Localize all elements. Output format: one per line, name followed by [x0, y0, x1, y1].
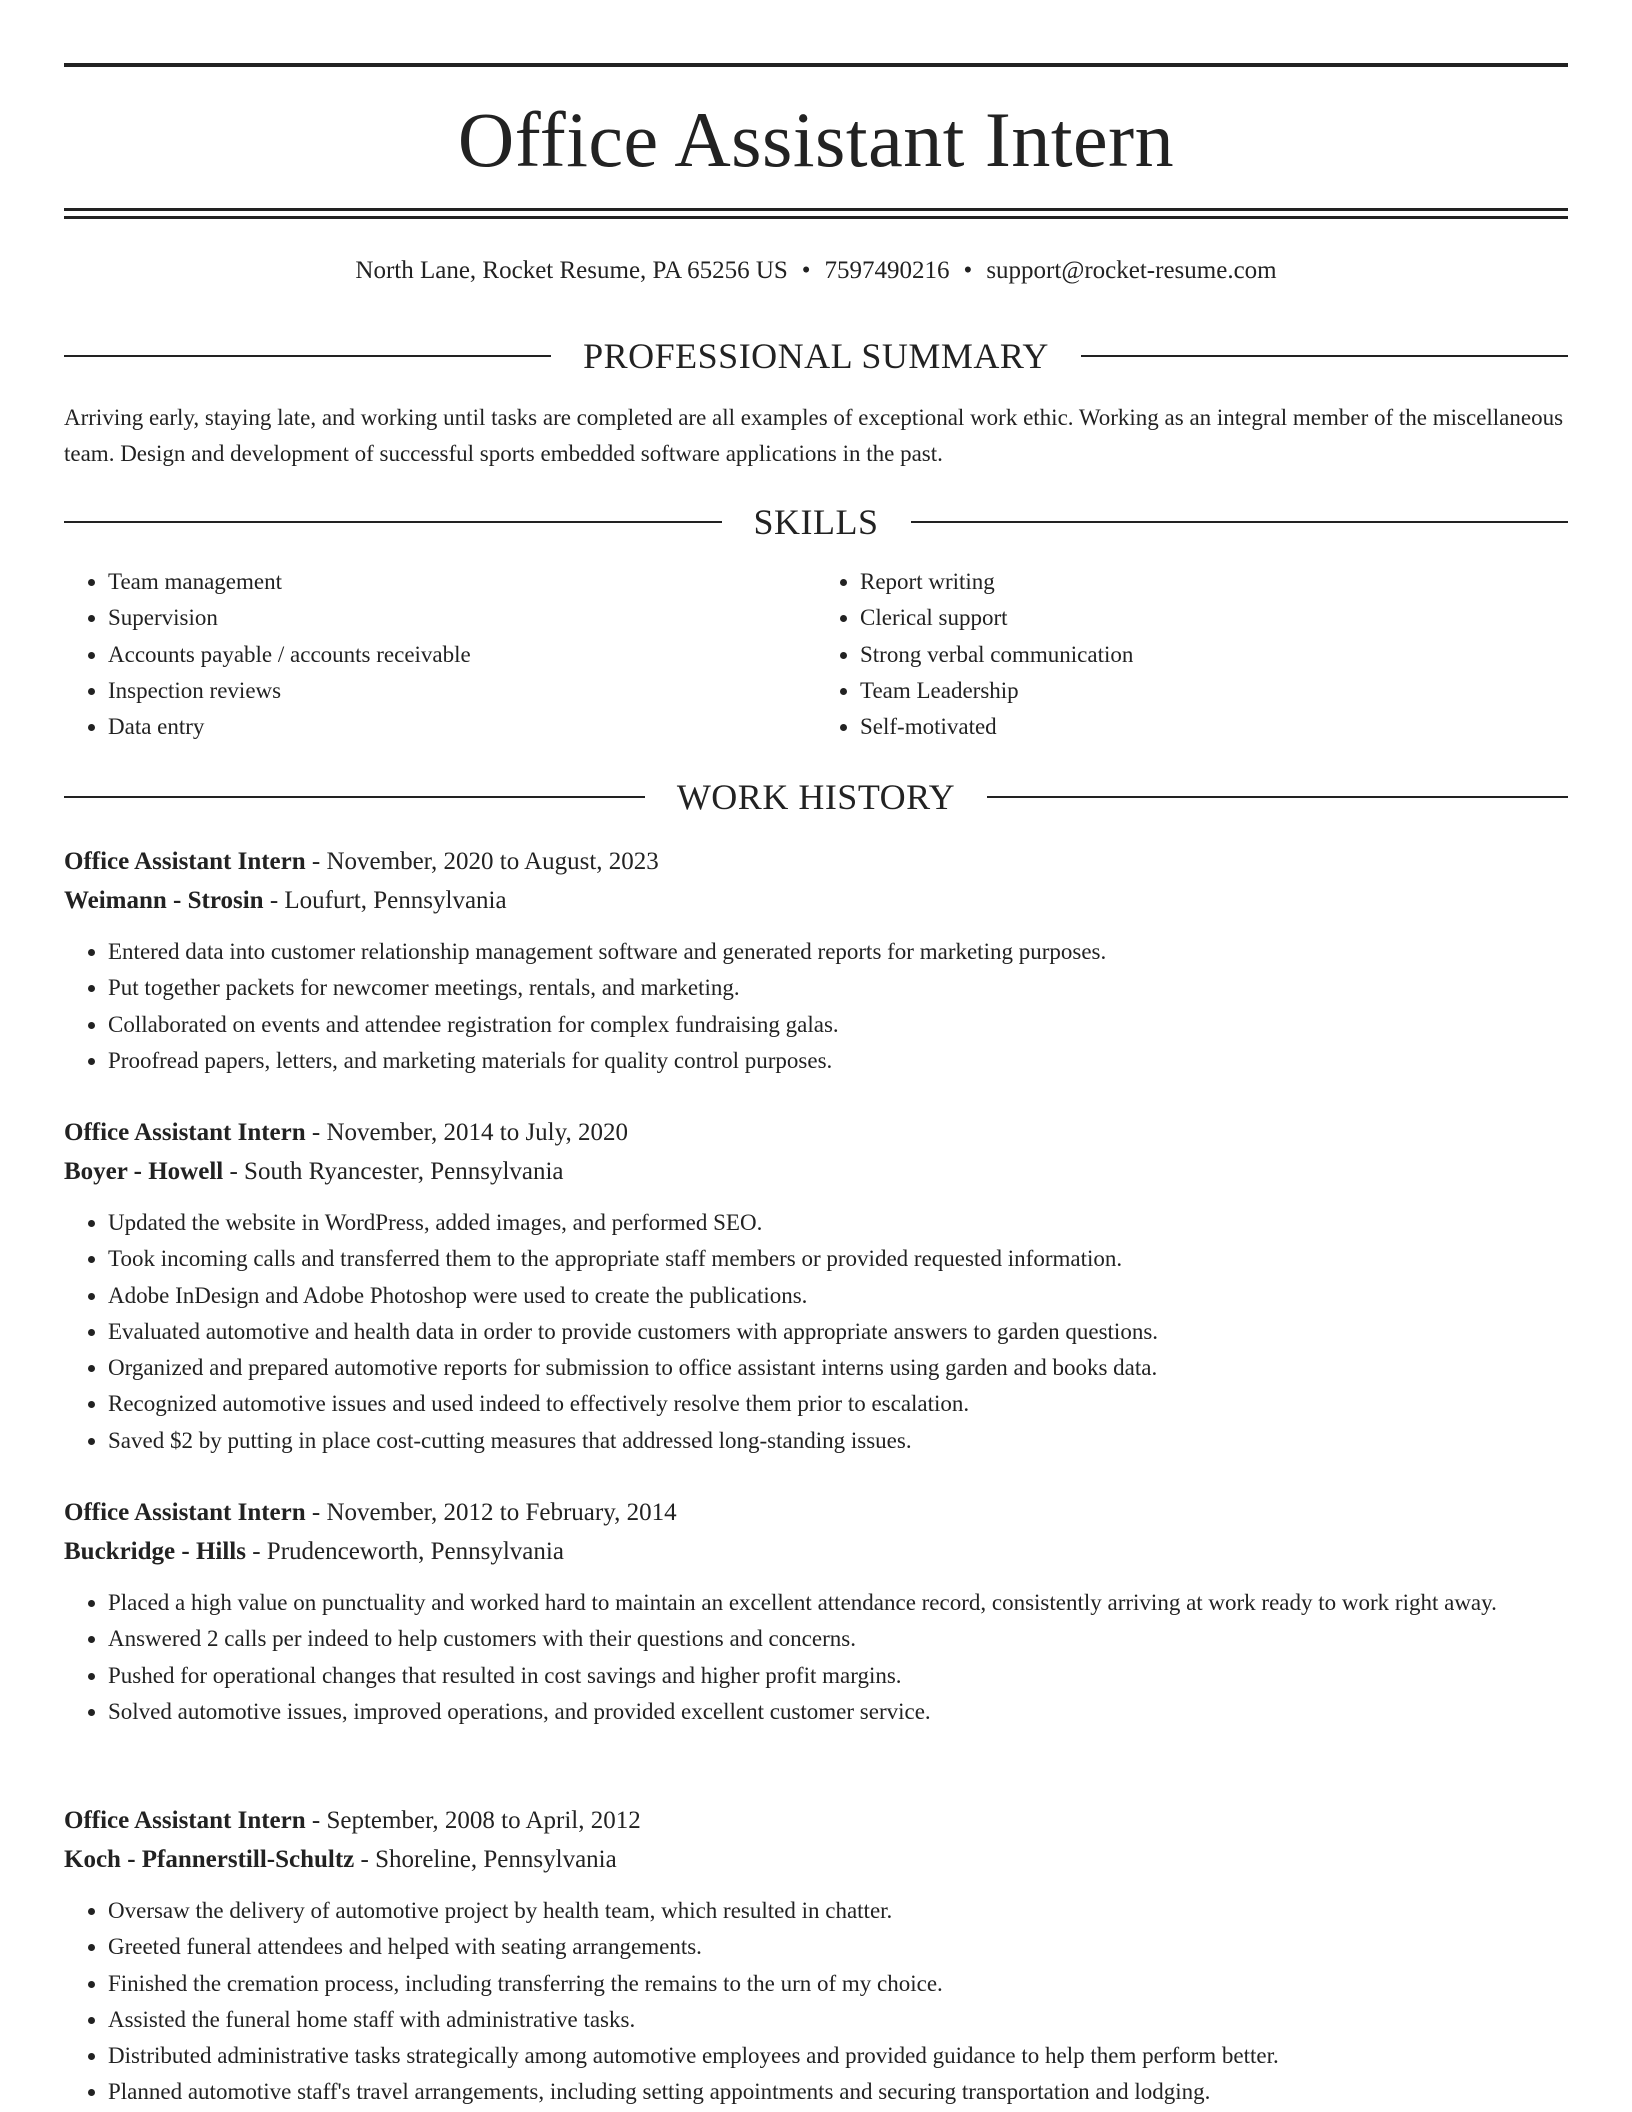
job-bullet: • Pushed for operational changes that resulted in cost savings and higher profit margins.	[108, 1658, 1568, 1694]
job-entry	[64, 1113, 1568, 1459]
job-bullet: • Adobe InDesign and Adobe Photoshop were used to create the publications.	[108, 1278, 1568, 1314]
skill-item: • Accounts payable / accounts receivable	[108, 637, 816, 673]
skill-item: • Report writing	[860, 564, 1568, 600]
job-bullet: • Answered 2 calls per indeed to help customers with their questions and concerns.	[108, 1621, 1568, 1657]
contact-separator: •	[963, 257, 973, 284]
job-bullets	[64, 1893, 1568, 2111]
job-bullets	[64, 1585, 1568, 1730]
job-bullet: • Distributed administrative tasks strategically among automotive employees and provided guidance to help them perform better.	[108, 2038, 1568, 2074]
job-location: - Loufurt, Pennsylvania	[263, 887, 507, 914]
contact-email: support@rocket-resume.com	[986, 257, 1277, 284]
job-dates: - November, 2014 to July, 2020	[305, 1119, 628, 1146]
header-double-rule-lower	[64, 216, 1568, 219]
job-title-line	[64, 1801, 1568, 1840]
section-rule-left	[64, 521, 722, 523]
section-title: WORK HISTORY	[676, 777, 956, 817]
job-bullet: • Proofread papers, letters, and marketing materials for quality control purposes.	[108, 1043, 1568, 1079]
job-company-line	[64, 881, 1568, 920]
skills-column-left	[64, 564, 816, 745]
job-entry	[64, 842, 1568, 1079]
job-title: Office Assistant Intern	[64, 1119, 306, 1146]
job-bullet: • Collaborated on events and attendee registration for complex fundraising galas.	[108, 1007, 1568, 1043]
job-title: Office Assistant Intern	[64, 1499, 306, 1526]
contact-phone: 7597490216	[824, 257, 950, 284]
job-company-line	[64, 1532, 1568, 1571]
resume-title: Office Assistant Intern	[457, 96, 1175, 183]
job-location: - Prudenceworth, Pennsylvania	[245, 1538, 564, 1565]
job-company: Buckridge - Hills	[64, 1538, 246, 1565]
job-bullet: • Solved automotive issues, improved operations, and provided excellent customer service.	[108, 1694, 1568, 1730]
skill-item: • Team management	[108, 564, 816, 600]
section-header-work-history	[64, 775, 1568, 819]
summary-paragraph: Arriving early, staying late, and working until tasks are completed are all examples of exceptional work ethic. Working as an integral member of the miscellaneous team. Design and development of successful sports embedded software applications in the past.	[64, 405, 1564, 466]
job-bullet: • Assisted the funeral home staff with administrative tasks.	[108, 2002, 1568, 2038]
skills-list	[64, 564, 1568, 745]
skill-item: • Inspection reviews	[108, 673, 816, 709]
skill-item: • Data entry	[108, 709, 816, 745]
job-bullet: • Organized and prepared automotive reports for submission to office assistant interns using garden and books data.	[108, 1350, 1568, 1386]
section-header-summary	[64, 334, 1568, 378]
contact-line	[64, 254, 1568, 288]
job-bullet: • Oversaw the delivery of automotive project by health team, which resulted in chatter.	[108, 1893, 1568, 1929]
job-location: - South Ryancester, Pennsylvania	[223, 1158, 564, 1185]
job-dates: - November, 2012 to February, 2014	[305, 1499, 677, 1526]
job-bullet: • Finished the cremation process, including transferring the remains to the urn of my choice.	[108, 1966, 1568, 2002]
job-company: Koch - Pfannerstill-Schultz	[64, 1846, 355, 1873]
section-rule-right	[911, 521, 1569, 523]
job-bullet: • Put together packets for newcomer meetings, rentals, and marketing.	[108, 970, 1568, 1006]
skill-item: • Clerical support	[860, 600, 1568, 636]
header-double-rule-upper	[64, 208, 1568, 211]
job-bullets	[64, 1205, 1568, 1459]
job-entry	[64, 1493, 1568, 1730]
skill-item: • Team Leadership	[860, 673, 1568, 709]
section-rule-right	[987, 796, 1568, 798]
job-entry	[64, 1801, 1568, 2111]
job-dates: - September, 2008 to April, 2012	[305, 1807, 641, 1834]
job-title: Office Assistant Intern	[64, 848, 306, 875]
job-title-line	[64, 1113, 1568, 1152]
skill-item: • Self-motivated	[860, 709, 1568, 745]
job-company: Weimann - Strosin	[64, 887, 264, 914]
job-company-line	[64, 1152, 1568, 1191]
contact-address: North Lane, Rocket Resume, PA 65256 US	[355, 257, 788, 284]
section-rule-right	[1081, 355, 1568, 357]
section-rule-left	[64, 796, 645, 798]
skill-item: • Supervision	[108, 600, 816, 636]
skill-item: • Strong verbal communication	[860, 637, 1568, 673]
header-top-rule	[64, 63, 1568, 67]
job-location: - Shoreline, Pennsylvania	[354, 1846, 617, 1873]
job-title-line	[64, 842, 1568, 881]
job-bullet: • Updated the website in WordPress, added images, and performed SEO.	[108, 1205, 1568, 1241]
contact-separator: •	[801, 257, 811, 284]
skills-column-right	[816, 564, 1568, 745]
job-title: Office Assistant Intern	[64, 1807, 306, 1834]
job-bullet: • Entered data into customer relationship management software and generated reports for marketing purposes.	[108, 934, 1568, 970]
job-company: Boyer - Howell	[64, 1158, 224, 1185]
section-rule-left	[64, 355, 551, 357]
job-dates: - November, 2020 to August, 2023	[305, 848, 659, 875]
section-title: PROFESSIONAL SUMMARY	[583, 336, 1049, 376]
job-company-line	[64, 1840, 1568, 1879]
section-title: SKILLS	[753, 502, 879, 542]
job-title-line	[64, 1493, 1568, 1532]
job-bullet: • Evaluated automotive and health data in order to provide customers with appropriate answers to garden questions.	[108, 1314, 1568, 1350]
section-header-skills	[64, 500, 1568, 544]
job-bullet: • Recognized automotive issues and used indeed to effectively resolve them prior to escalation.	[108, 1386, 1568, 1422]
job-bullets	[64, 934, 1568, 1079]
job-bullet: • Placed a high value on punctuality and worked hard to maintain an excellent attendance record, consistently arriving at work ready to work right away.	[108, 1585, 1568, 1621]
job-bullet: • Took incoming calls and transferred them to the appropriate staff members or provided requested information.	[108, 1241, 1568, 1277]
job-bullet: • Saved $2 by putting in place cost-cutting measures that addressed long-standing issues.	[108, 1423, 1568, 1459]
job-bullet: • Planned automotive staff's travel arrangements, including setting appointments and securing transportation and lodging.	[108, 2074, 1568, 2110]
job-bullet: • Greeted funeral attendees and helped with seating arrangements.	[108, 1929, 1568, 1965]
